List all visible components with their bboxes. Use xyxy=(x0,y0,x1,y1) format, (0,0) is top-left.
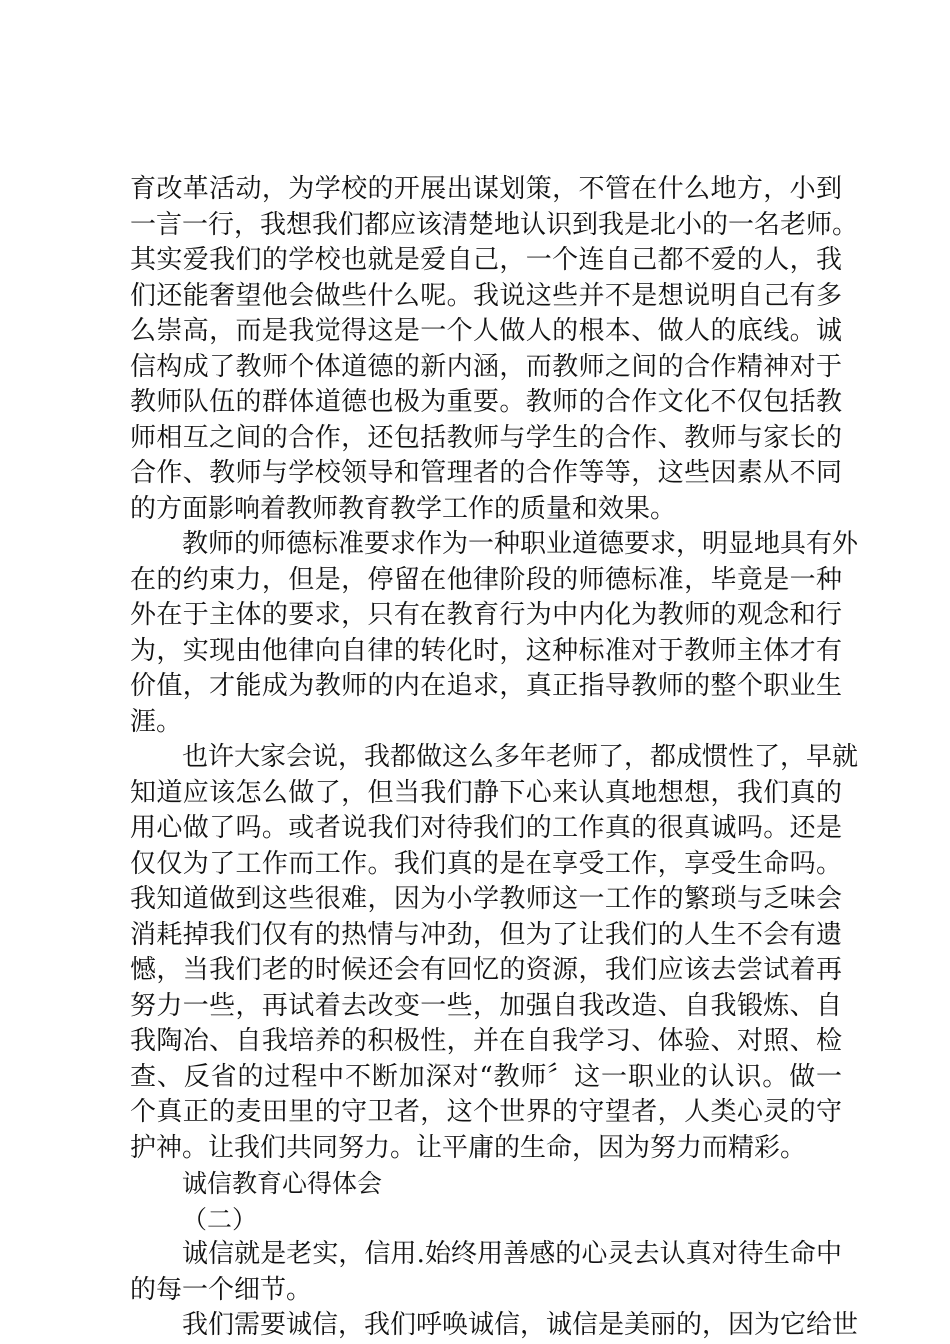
paragraph-start-line: 诚信就是老实，信用.始终用善感的心灵去认真对待生命中 xyxy=(182,1239,842,1269)
text-line: 价值，才能成为教师的内在追求，真正指导教师的整个职业生 xyxy=(130,671,842,701)
text-line: 信构成了教师个体道德的新内涵，而教师之间的合作精神对于 xyxy=(130,351,842,382)
paragraph-start-line: 也许大家会说，我都做这么多年老师了，都成惯性了，早就 xyxy=(182,742,859,772)
paragraph-start-line: 教师的师德标准要求作为一种职业道德要求，明显地具有外 xyxy=(182,529,859,559)
text-line: 教师队伍的群体道德也极为重要。教师的合作文化不仅包括教 xyxy=(130,387,842,417)
document-body xyxy=(130,172,859,1344)
text-line: 护神。让我们共同努力。让平庸的生命，因为努力而精彩。 xyxy=(130,1132,807,1163)
section-number: （二） xyxy=(182,1204,258,1234)
text-line: 涯。 xyxy=(130,706,183,737)
text-line: 知道应该怎么做了，但当我们静下心来认真地想想，我们真的 xyxy=(130,777,842,808)
text-line: 其实爱我们的学校也就是爱自己，一个连自己都不爱的人，我 xyxy=(130,245,842,275)
text-line: 仅仅为了工作而工作。我们真的是在享受工作，享受生命吗。 xyxy=(130,848,842,879)
text-line: 我知道做到这些很难，因为小学教师这一工作的繁琐与乏味会 xyxy=(130,884,842,914)
paragraph-start-line: 我们需要诚信，我们呼唤诚信，诚信是美丽的，因为它给世 xyxy=(182,1310,859,1340)
text-line: 在的约束力，但是，停留在他律阶段的师德标准，毕竟是一种 xyxy=(130,564,842,595)
text-line: 为，实现由他律向自律的转化时，这种标准对于教师主体才有 xyxy=(130,635,842,666)
text-line: 合作、教师与学校领导和管理者的合作等等，这些因素从不同 xyxy=(130,458,842,488)
text-line: 的方面影响着教师教育教学工作的质量和效果。 xyxy=(130,493,677,524)
text-line: 们还能奢望他会做些什么呢。我说这些并不是想说明自己有多 xyxy=(130,280,842,311)
text-line: 消耗掉我们仅有的热情与冲劲，但为了让我们的人生不会有遗 xyxy=(130,919,842,950)
text-line: 我陶冶、自我培养的积极性，并在自我学习、体验、对照、检 xyxy=(130,1026,842,1056)
section-title: 诚信教育心得体会 xyxy=(182,1169,383,1198)
text-line: 外在于主体的要求，只有在教育行为中内化为教师的观念和行 xyxy=(130,600,842,630)
text-line: 用心做了吗。或者说我们对待我们的工作真的很真诚吗。还是 xyxy=(130,813,842,843)
text-line: 么崇高，而是我觉得这是一个人做人的根本、做人的底线。诚 xyxy=(130,316,842,346)
text-line: 个真正的麦田里的守卫者，这个世界的守望者，人类心灵的守 xyxy=(130,1097,842,1127)
text-line: 的每一个细节。 xyxy=(130,1274,313,1305)
text-line: 查、反省的过程中不断加深对“教师〞这一职业的认识。做一 xyxy=(130,1061,842,1092)
text-line: 师相互之间的合作，还包括教师与学生的合作、教师与家长的 xyxy=(130,422,842,453)
text-line: 努力一些，再试着去改变一些，加强自我改造、自我锻炼、自 xyxy=(130,990,842,1021)
text-line: 育改革活动，为学校的开展出谋划策，不管在什么地方，小到 xyxy=(130,174,842,204)
text-line: 一言一行，我想我们都应该清楚地认识到我是北小的一名老师。 xyxy=(130,209,859,240)
text-line: 憾，当我们老的时候还会有回忆的资源，我们应该去尝试着再 xyxy=(130,955,842,985)
